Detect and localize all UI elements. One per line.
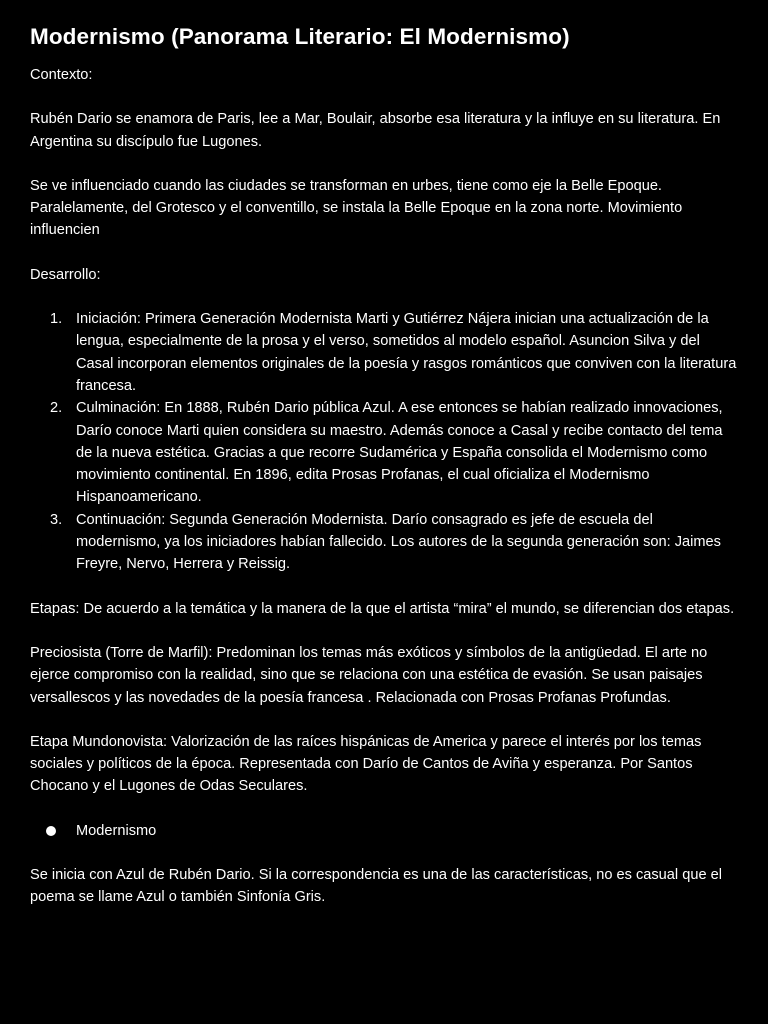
etapas-paragraph: Etapas: De acuerdo a la temática y la manera de la que el artista “mira” el mundo, se diferencian dos etapas. [30,600,735,617]
mundonovista-paragraph: Etapa Mundonovista: Valorización de las raíces hispánicas de America y parece el interés por los temas sociales y políticos de la época. Representada con Darío de Cantos de Aviña y esperanza. Por Santos Chocano y el Lugones de Odas Seculares. [30,733,702,795]
desarrollo-heading: Desarrollo: [30,266,101,283]
contexto-paragraph-2: Se ve influenciado cuando las ciudades se transforman en urbes, tiene como eje la Belle Epoque. Paralelamente, del Grotesco y el conventillo, se instala la Belle Epoque en la zona norte. Movimiento influencien [30,177,683,239]
desarrollo-list-item [30,509,738,576]
bullet-dot-icon [46,826,56,836]
bullet-list-item [30,820,738,842]
bullet-item-text: Modernismo [76,822,157,839]
list-item-number: 3. [50,511,63,528]
list-item-text: Continuación: Segunda Generación Modernista. Darío consagrado es jefe de escuela del modernismo, ya los iniciadores habían fallecido. Los autores de la segunda generación son: Jaimes Freyre, Nervo, Herrera y Reissig. [76,511,721,573]
final-paragraph: Se inicia con Azul de Rubén Dario. Si la correspondencia es una de las características, no es casual que el poema se llame Azul o también Sinfonía Gris. [30,867,722,906]
contexto-paragraph-1: Rubén Dario se enamora de Paris, lee a Mar, Boulair, absorbe esa literatura y la influye en su literatura. En Argentina su discípulo fue Lugones. [30,111,721,150]
contexto-heading: Contexto: [30,67,93,83]
list-item-text: Iniciación: Primera Generación Modernista Marti y Gutiérrez Nájera inician una actualización de la lengua, especialmente de la prosa y el verso, sometidos al modelo español. Asuncion Silva y del Casal incorporan elementos originales de la poesía y rasgos románticos que conviven con la literatura francesa. [76,311,737,394]
list-item-number: 2. [50,400,63,417]
note-title: Modernismo (Panorama Literario: El Modernismo) [30,24,570,49]
list-item-number: 1. [50,311,63,328]
bullet-list [30,820,738,842]
desarrollo-list-item [30,397,738,508]
desarrollo-list [30,308,738,576]
desarrollo-list-item [30,308,738,397]
preciosista-paragraph: Preciosista (Torre de Marfil): Predominan los temas más exóticos y símbolos de la antigüedad. El arte no ejerce compromiso con la realidad, sino que se relaciona con una estética de evasión. Se usan paisajes versallescos y las novedades de la poesía francesa . Relacionada con Prosas Profanas Profundas. [30,644,708,706]
list-item-text: Culminación: En 1888, Rubén Dario pública Azul. A ese entonces se habían realizado innovaciones, Darío conoce Marti quien considera su maestro. Además conoce a Casal y recibe contacto del tema de la nueva estética. Gracias a que recorre Sudamérica y España consolida el Modernismo como movimiento continental. En 1896, edita Prosas Profanas, el cual oficializa el Modernismo Hispanoamericano. [76,400,723,506]
